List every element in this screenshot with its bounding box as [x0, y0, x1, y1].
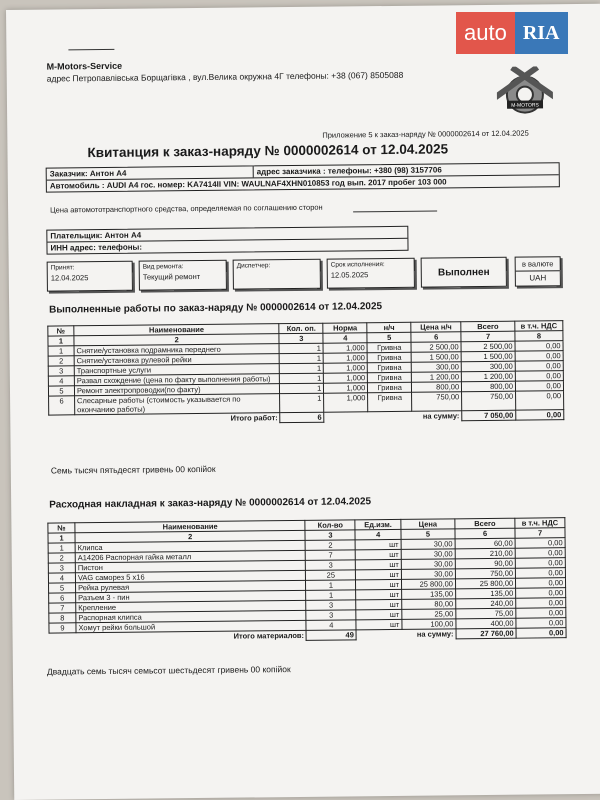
materials-cell: 1	[306, 580, 356, 591]
works-cell: 2 500,00	[461, 341, 515, 352]
works-col-unit: н/ч	[367, 322, 411, 332]
works-cell: Гривна	[367, 342, 411, 352]
materials-cell: VAG саморез 5 x16	[75, 570, 306, 582]
materials-cell: шт	[356, 589, 402, 599]
appendix-note: Приложение 5 к заказ-наряду № 0000002614 от 12.04.2025	[322, 128, 529, 140]
materials-table	[47, 517, 566, 643]
document-page	[6, 4, 600, 800]
works-cell: 1 200,00	[461, 371, 515, 382]
signature-mark	[68, 49, 114, 50]
works-cell: 1 200,00	[412, 372, 462, 383]
materials-cell: 0,00	[516, 588, 566, 599]
materials-cell: 60,00	[455, 538, 515, 549]
works-cell: 1,000	[323, 353, 367, 363]
dispatcher-label: Диспетчер:	[236, 262, 271, 270]
works-cell: 1	[280, 383, 324, 393]
materials-cell: 1	[48, 543, 75, 553]
materials-colnum: 1	[48, 533, 75, 543]
dispatcher-value	[237, 271, 317, 272]
works-cell: Гривна	[368, 372, 412, 382]
materials-cell: шт	[356, 559, 402, 569]
materials-cell: 100,00	[402, 619, 456, 630]
materials-cell: шт	[356, 599, 402, 609]
deadline-label: Срок исполнения:	[330, 261, 385, 269]
repair-type-box	[139, 260, 227, 291]
currency-label: в валюте	[516, 257, 560, 271]
works-cell: 1 500,00	[461, 351, 515, 362]
payer-details: ИНН адрес: телефоны:	[50, 242, 143, 253]
materials-cell: 7	[306, 550, 356, 561]
works-col-total: Всего	[461, 321, 515, 332]
watermark-ria-text: RIA	[522, 21, 560, 44]
works-cell: 1,000	[323, 343, 367, 353]
materials-col-num: №	[48, 523, 75, 533]
materials-cell: 75,00	[456, 608, 516, 619]
materials-cell: 0,00	[515, 568, 565, 579]
price-note: Цена автомототранспортного средства, определяемая по соглашению сторон	[50, 202, 323, 215]
materials-col-unit: Ед.изм.	[355, 519, 401, 529]
car-details: Автомобиль : AUDI A4 гос. номер: KA7414II VIN: WAULNAF4XHN010853 год вып. 2017 пробег 103 000	[49, 177, 447, 191]
materials-cell: 9	[49, 623, 76, 633]
works-cell: 800,00	[412, 382, 462, 393]
logo-text: M-MOTORS	[511, 102, 539, 109]
materials-cell: Пистон	[75, 560, 306, 572]
materials-sum-words: Двадцать семь тысяч семьсот шестьдесят гривень 00 копійок	[46, 664, 291, 677]
materials-col-name: Наименование	[75, 520, 306, 532]
materials-cell: 4	[306, 620, 356, 631]
materials-cell: шт	[355, 549, 401, 559]
materials-cell: 0,00	[516, 608, 566, 619]
materials-sum-label: на сумму:	[416, 629, 454, 639]
materials-cell: 135,00	[402, 589, 456, 600]
materials-cell: 25	[306, 570, 356, 581]
works-colnum: 5	[367, 332, 411, 342]
company-name: M-Motors-Service	[46, 60, 123, 72]
customer-name: Заказчик: Антон А4	[47, 166, 254, 179]
works-cell: Гривна	[368, 392, 412, 411]
materials-col-total: Всего	[455, 518, 515, 529]
works-total-vat: 0,00	[516, 410, 564, 421]
works-total-sum: 7 050,00	[462, 410, 516, 421]
works-cell: 0,00	[515, 341, 563, 352]
materials-title: Расходная накладная к заказ-наряду № 0000002614 от 12.04.2025	[49, 496, 372, 511]
works-col-num: №	[48, 326, 74, 336]
deadline-box	[327, 258, 415, 289]
repair-value: Текущий ремонт	[142, 271, 201, 282]
works-cell: Ремонт электропроводки(по факту)	[74, 384, 280, 396]
works-cell: 1	[280, 363, 324, 373]
materials-cell: 0,00	[515, 538, 565, 549]
materials-total-vat: 0,00	[516, 628, 566, 639]
works-cell: Гривна	[367, 352, 411, 362]
works-col-qty: Кол. оп.	[279, 323, 323, 333]
works-cell: Развал схождение (цена по факту выполнения работы)	[74, 374, 280, 386]
materials-cell: 750,00	[455, 568, 515, 579]
materials-cell: 0,00	[515, 548, 565, 559]
works-cell: 1	[280, 373, 324, 383]
works-cell: 1	[280, 353, 324, 363]
materials-col-qty: Кол-во	[305, 520, 355, 531]
materials-cell: 400,00	[456, 618, 516, 629]
materials-cell: 3	[306, 610, 356, 621]
materials-cell: 25 800,00	[401, 579, 455, 590]
currency-value: UAH	[529, 273, 547, 283]
materials-total-label: Итого материалов:	[233, 630, 305, 641]
materials-total-sum: 27 760,00	[456, 628, 516, 639]
materials-col-vat: в т.ч. НДС	[515, 518, 565, 529]
works-cell: 1	[280, 393, 324, 412]
materials-cell: 0,00	[515, 558, 565, 569]
materials-cell: 80,00	[402, 599, 456, 610]
works-cell: 1 500,00	[411, 352, 461, 363]
works-cell: 1	[48, 346, 74, 356]
materials-cell: 30,00	[401, 549, 455, 560]
materials-cell: 3	[306, 600, 356, 611]
works-cell: 5	[48, 386, 74, 396]
materials-cell: Хомут рейки большой	[76, 620, 307, 632]
materials-cell: 240,00	[456, 598, 516, 609]
materials-cell: 30,00	[401, 539, 455, 550]
accepted-value: 12.04.2025	[50, 273, 89, 283]
materials-cell: 3	[306, 560, 356, 571]
works-colnum: 6	[411, 332, 461, 343]
autoria-watermark	[456, 12, 568, 54]
materials-cell: 8	[49, 613, 76, 623]
materials-cell: 210,00	[455, 548, 515, 559]
works-cell: 750,00	[412, 392, 462, 412]
materials-cell: Рейка рулевая	[75, 580, 306, 592]
materials-cell: 2	[48, 553, 75, 563]
accepted-label: Принят:	[50, 264, 75, 272]
works-col-vat: в т.ч. НДС	[515, 321, 563, 332]
works-colnum: 4	[323, 333, 367, 343]
works-cell: Снятие/установка рулевой рейки	[74, 354, 280, 366]
works-cell: 300,00	[461, 361, 515, 372]
company-logo-icon	[497, 66, 554, 123]
works-cell: 3	[48, 366, 74, 376]
works-total-qty: 6	[280, 412, 324, 422]
works-table	[47, 320, 564, 425]
materials-colnum: 7	[515, 528, 565, 539]
materials-cell: Разъем 3 - пин	[76, 590, 307, 602]
works-cell: Слесарные работы (стоимость указывается по окончанию работы)	[74, 394, 280, 415]
materials-cell: 135,00	[456, 588, 516, 599]
works-col-norm: Норма	[323, 323, 367, 333]
works-cell: 750,00	[462, 391, 516, 411]
materials-cell: Распорная клипса	[76, 610, 307, 622]
materials-cell: шт	[356, 569, 402, 579]
materials-cell: Клипса	[75, 540, 306, 552]
materials-cell: 25,00	[402, 609, 456, 620]
works-cell: 0,00	[515, 371, 563, 382]
works-cell: Транспортные услуги	[74, 364, 280, 376]
watermark-auto: auto	[456, 12, 515, 54]
materials-colnum: 6	[455, 528, 515, 539]
payer-name: Плательщик: Антон А4	[47, 227, 407, 243]
dispatcher-box	[233, 259, 321, 290]
receipt-title: Квитанция к заказ-наряду № 0000002614 от 12.04.2025	[87, 141, 449, 161]
works-colnum: 2	[74, 334, 280, 346]
materials-col-price: Цена	[401, 519, 455, 530]
works-cell: 300,00	[411, 362, 461, 373]
works-sum-label: на сумму:	[422, 411, 460, 421]
works-cell: 0,00	[515, 361, 563, 372]
materials-cell: 4	[48, 573, 75, 583]
materials-cell: 5	[49, 583, 76, 593]
works-cell: Гривна	[368, 382, 412, 392]
materials-cell: шт	[356, 609, 402, 619]
materials-cell: Крепление	[76, 600, 307, 612]
works-colnum: 7	[461, 331, 515, 342]
accepted-box	[47, 261, 133, 292]
materials-colnum: 5	[401, 529, 455, 540]
materials-cell: 6	[49, 593, 76, 603]
materials-cell: 0,00	[516, 578, 566, 589]
works-cell: 2	[48, 356, 74, 366]
works-title: Выполненные работы по заказ-наряду № 0000002614 от 12.04.2025	[49, 301, 383, 316]
works-sum-words: Семь тысяч пятьдесят гривень 00 копійок	[50, 463, 216, 476]
materials-cell: шт	[355, 539, 401, 549]
materials-cell: 3	[48, 563, 75, 573]
works-cell: 1,000	[324, 383, 368, 393]
company-address: адрес Петропавлівська Борщагівка , вул.Велика окружна 4Г телефоны: +38 (067) 8505088	[46, 69, 404, 84]
works-colnum: 3	[279, 333, 323, 343]
works-cell: 0,00	[515, 351, 563, 362]
works-cell: 1	[279, 343, 323, 353]
materials-cell: шт	[356, 579, 402, 589]
works-cell: 4	[48, 376, 74, 386]
materials-cell: 0,00	[516, 618, 566, 629]
materials-cell: 30,00	[401, 559, 455, 570]
payer-block	[46, 226, 408, 255]
works-colnum: 8	[515, 331, 563, 342]
works-colnum: 1	[48, 336, 74, 346]
works-cell: 1,000	[324, 393, 368, 412]
materials-cell: 1	[306, 590, 356, 601]
works-cell: 800,00	[462, 381, 516, 392]
customer-info-block	[46, 162, 560, 192]
materials-total-qty: 49	[306, 630, 356, 641]
works-col-name: Наименование	[74, 324, 280, 336]
materials-cell: A14206 Распорная гайка металл	[75, 550, 306, 562]
repair-label: Вид ремонта:	[142, 263, 184, 271]
works-cell: Гривна	[367, 362, 411, 372]
materials-cell: 90,00	[455, 558, 515, 569]
works-total-label: Итого работ:	[230, 413, 278, 423]
materials-cell: 7	[49, 603, 76, 613]
materials-cell: 2	[306, 540, 356, 551]
works-cell: 1,000	[324, 373, 368, 383]
materials-cell: шт	[356, 619, 402, 629]
materials-colnum: 3	[305, 530, 355, 541]
deadline-value: 12.05.2025	[330, 270, 369, 280]
materials-cell: 0,00	[516, 598, 566, 609]
currency-box	[515, 256, 561, 286]
works-cell: Снятие/установка подрамника переднего	[74, 344, 280, 356]
works-col-price: Цена н/ч	[411, 322, 461, 333]
materials-colnum: 4	[355, 529, 401, 539]
works-cell: 0,00	[516, 391, 564, 411]
materials-colnum: 2	[75, 530, 306, 542]
works-cell: 2 500,00	[411, 342, 461, 353]
works-cell: 6	[49, 396, 75, 415]
materials-cell: 25 800,00	[455, 578, 515, 589]
price-underline	[353, 210, 437, 212]
status-box: Выполнен	[421, 257, 507, 288]
materials-cell: 30,00	[401, 569, 455, 580]
watermark-ria	[515, 12, 568, 54]
works-cell: 1,000	[324, 363, 368, 373]
customer-phone: адрес заказчика : телефоны: +380 (98) 3157706	[256, 165, 442, 177]
works-cell: 0,00	[515, 381, 563, 392]
